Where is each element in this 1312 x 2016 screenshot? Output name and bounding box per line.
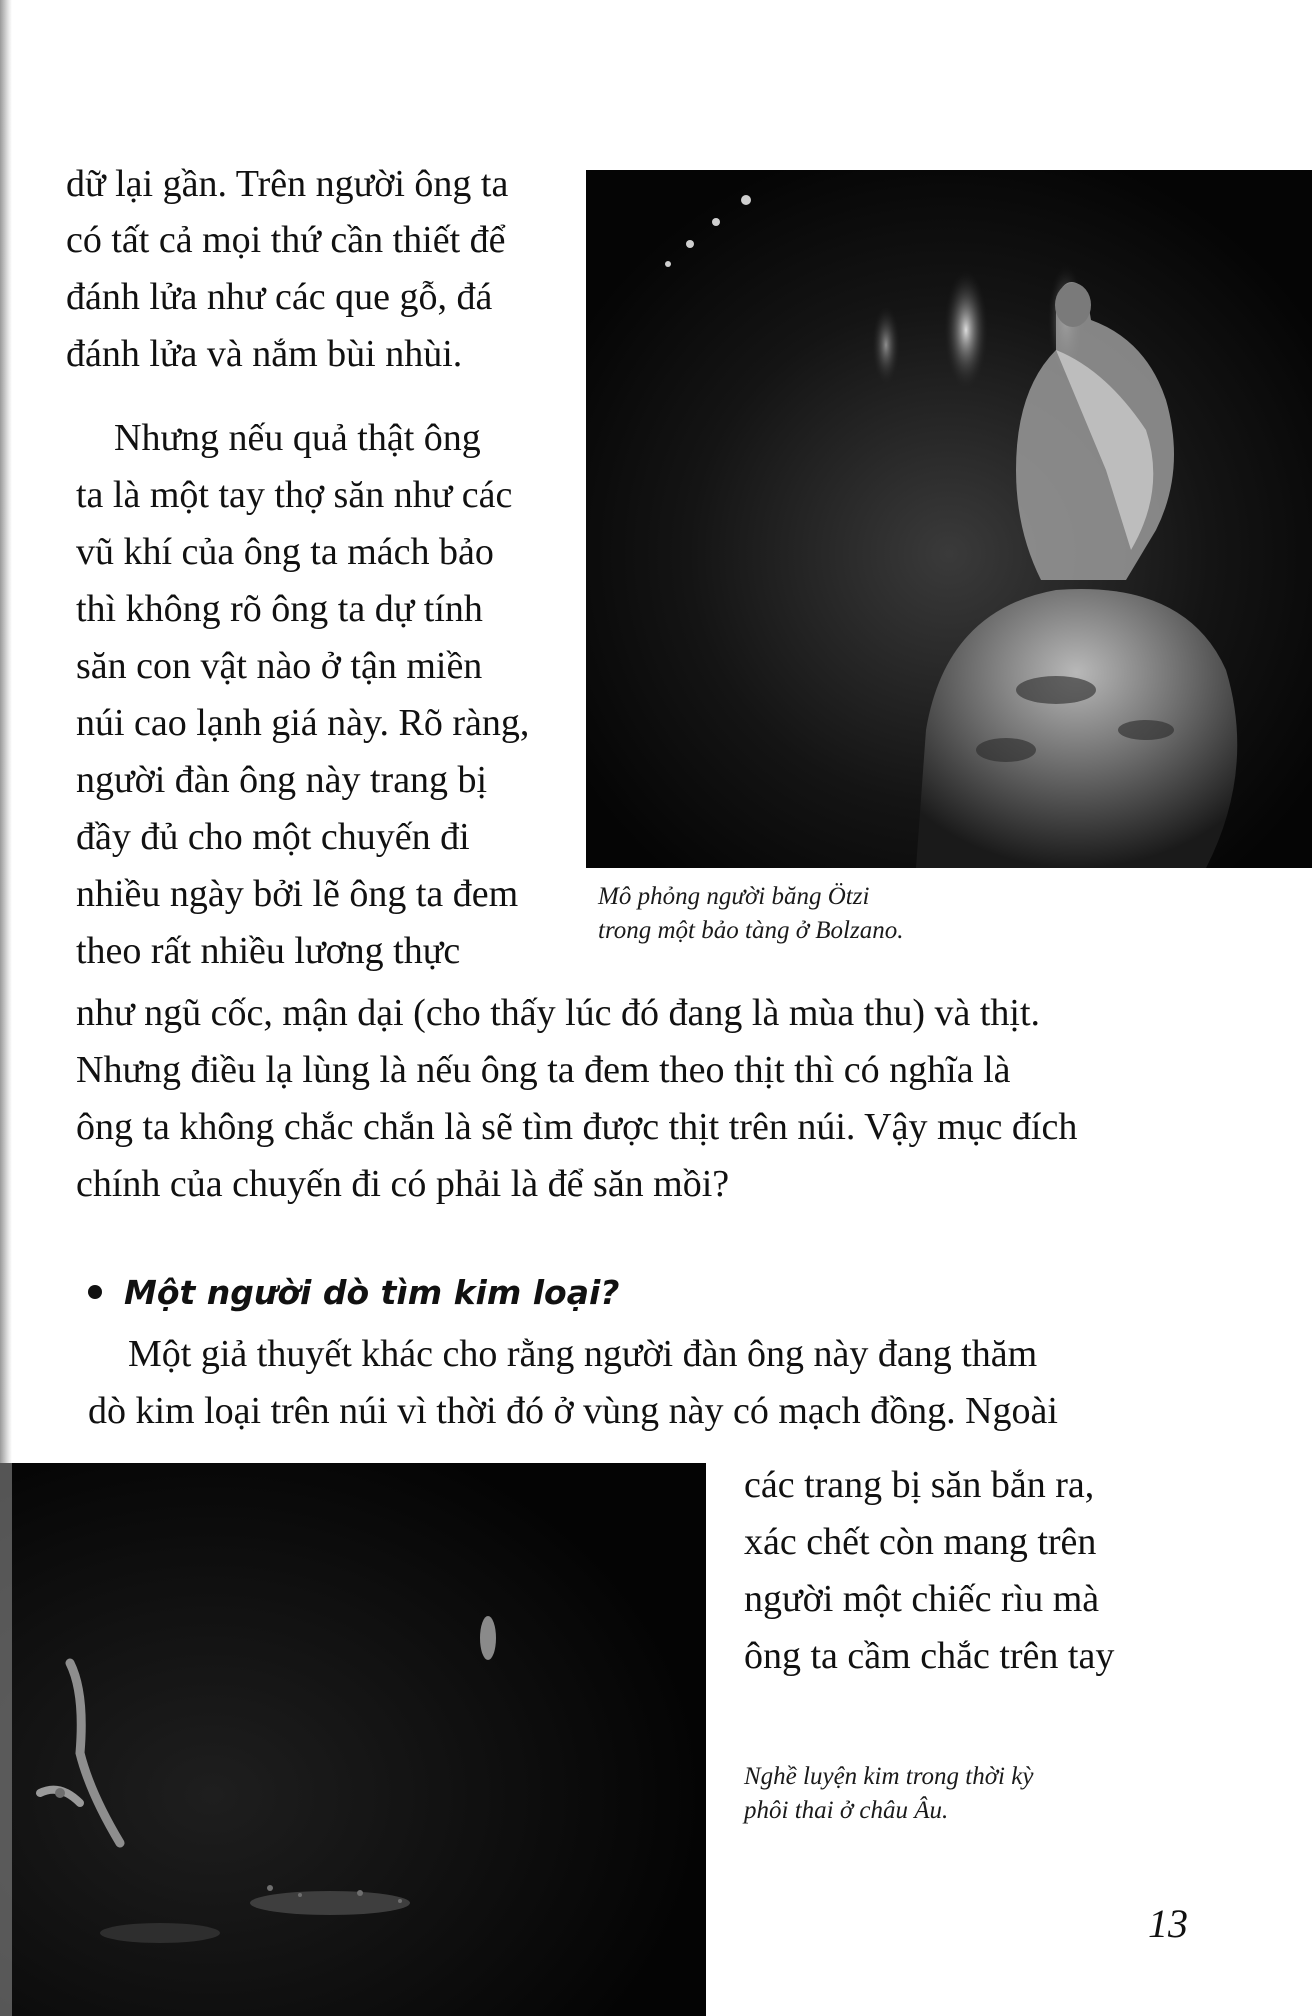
text-line: như ngũ cốc, mận dại (cho thấy lúc đó đang là mùa thu) và thịt.: [76, 992, 1041, 1034]
metallurgy-photo: [0, 1463, 706, 2016]
text-line: các trang bị săn bắn ra,: [744, 1464, 1095, 1506]
text-line: Một giả thuyết khác cho rằng người đàn ông này đang thăm: [128, 1333, 1038, 1375]
text-line: theo rất nhiều lương thực: [76, 930, 461, 972]
text-line: có tất cả mọi thứ cần thiết để: [66, 219, 506, 261]
text-line: người một chiếc rìu mà: [744, 1578, 1100, 1620]
text-line: vũ khí của ông ta mách bảo: [76, 531, 494, 573]
page-number: 13: [1148, 1901, 1188, 1946]
section-heading: [88, 1268, 619, 1316]
text-line: đánh lửa và nắm bùi nhùi.: [66, 333, 463, 375]
bullet-icon: [88, 1285, 102, 1299]
photo-caption-line: trong một bảo tàng ở Bolzano.: [598, 917, 904, 944]
photo-caption-line: phôi thai ở châu Âu.: [744, 1797, 949, 1824]
text-line: ta là một tay thợ săn như các: [76, 474, 513, 516]
text-line: dò kim loại trên núi vì thời đó ở vùng này có mạch đồng. Ngoài: [88, 1390, 1058, 1432]
text-line: ông ta cầm chắc trên tay: [744, 1635, 1115, 1677]
text-line: xác chết còn mang trên: [744, 1521, 1097, 1563]
text-line: ông ta không chắc chắn là sẽ tìm được thịt trên núi. Vậy mục đích: [76, 1106, 1078, 1148]
text-line: đánh lửa như các que gỗ, đá: [66, 276, 493, 318]
photo-caption-line: Nghề luyện kim trong thời kỳ: [744, 1763, 1034, 1790]
text-line: Nhưng nếu quả thật ông: [114, 417, 481, 459]
text-line: đầy đủ cho một chuyến đi: [76, 816, 470, 858]
text-line: dữ lại gần. Trên người ông ta: [66, 163, 509, 205]
text-line: người đàn ông này trang bị: [76, 759, 488, 801]
text-line: chính của chuyến đi có phải là để săn mồi?: [76, 1163, 730, 1205]
otzi-museum-photo: [586, 170, 1312, 868]
text-line: nhiều ngày bởi lẽ ông ta đem: [76, 873, 519, 915]
text-line: núi cao lạnh giá này. Rõ ràng,: [76, 702, 530, 744]
text-line: thì không rõ ông ta dự tính: [76, 588, 483, 630]
section-heading-text: Một người dò tìm kim loại?: [124, 1272, 620, 1312]
text-line: săn con vật nào ở tận miền: [76, 645, 483, 687]
photo-caption-line: Mô phỏng người băng Ötzi: [598, 883, 870, 910]
text-line: Nhưng điều lạ lùng là nếu ông ta đem theo thịt thì có nghĩa là: [76, 1049, 1011, 1091]
